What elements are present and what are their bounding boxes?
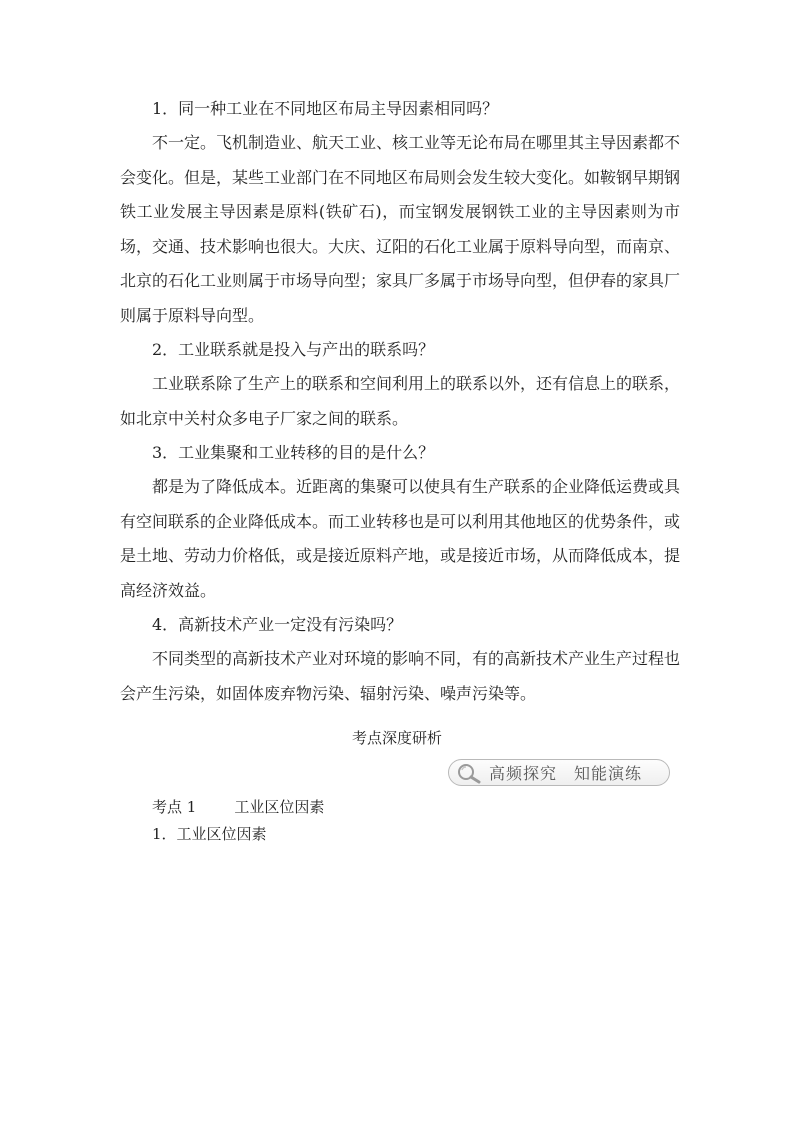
kaodian-heading [152,797,324,817]
section-title: 考点深度研析 [351,729,442,747]
magnifier-icon [455,760,485,786]
question-4: 4．高新技术产业一定没有污染吗？ [152,615,403,634]
question-3: 3．工业集聚和工业转移的目的是什么？ [152,443,435,462]
qa-section [120,92,680,711]
kaodian-title: 工业区位因素 [234,798,325,816]
subheading: 1．工业区位因素 [152,825,267,843]
question-1: 1．同一种工业在不同地区布局主导因素相同吗？ [152,99,499,118]
answer-1: 不一定。飞机制造业、航天工业、核工业等无论布局在哪里其主导因素都不会变化。但是，某些工业部门在不同地区布局则会发生较大变化。如鞍钢早期钢铁工业发展主导因素是原料(铁矿石)，而宝钢发展钢铁工业的主导因素则为市场，交通、技术影响也很大。大庆、辽阳的石化工业属于原料导向型，而南京、北京的石化工业则属于市场导向型；家具厂多属于市场导向型，但伊春的家具厂则属于原料导向型。 [120,133,681,325]
answer-3: 都是为了降低成本。近距离的集聚可以使具有生产联系的企业降低运费或具有空间联系的企业降低成本。而工业转移也是可以利用其他地区的优势条件，或是土地、劳动力价格低，或是接近原料产地，或是接近市场，从而降低成本，提高经济效益。 [120,477,681,600]
question-2: 2．工业联系就是投入与产出的联系吗？ [152,340,435,359]
answer-2: 工业联系除了生产上的联系和空间利用上的联系以外，还有信息上的联系，如北京中关村众多电子厂家之间的联系。 [120,374,681,428]
answer-4: 不同类型的高新技术产业对环境的影响不同，有的高新技术产业生产过程也会产生污染，如固体废弃物污染、辐射污染、噪声污染等。 [120,649,681,703]
banner-text: 高频探究 知能演练 [489,764,643,783]
section-banner [448,759,670,786]
kaodian-label: 考点 1 [152,798,197,816]
